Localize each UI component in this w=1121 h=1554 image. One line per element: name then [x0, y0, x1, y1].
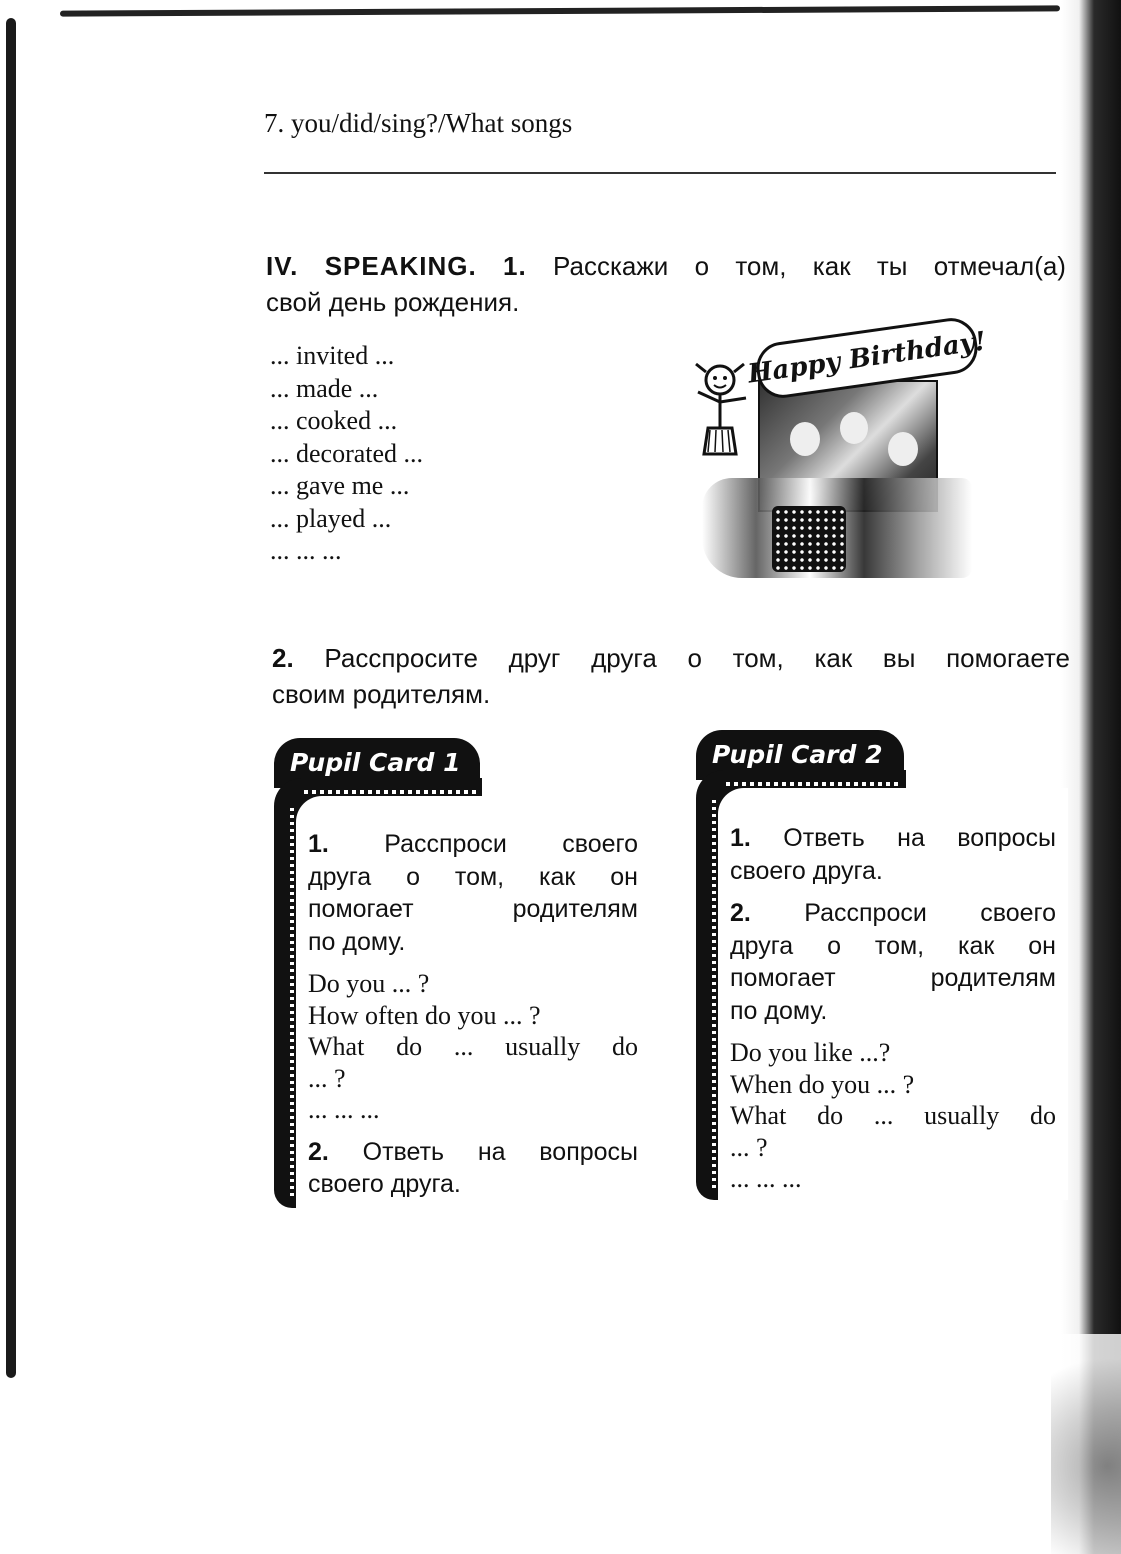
prompt-item: ... gave me ...	[270, 471, 410, 500]
perforation-top	[304, 790, 480, 794]
card-2-question-2: When do you ... ?	[730, 1069, 915, 1099]
card-1-item-2-line1: Ответь на вопросы	[362, 1137, 639, 1166]
card-2-item-1-line2: своего друга.	[730, 856, 883, 885]
card-1-question-2: How often do you ... ?	[308, 1000, 541, 1030]
task-2-instruction	[272, 640, 1070, 712]
card-1-item-1-line1: Расспроси своего	[384, 830, 638, 858]
exercise-7-prompt: 7. you/did/sing?/What songs	[264, 108, 573, 138]
scan-edge-left	[6, 18, 16, 1378]
card-2-item-1-number: 1.	[730, 824, 751, 852]
scan-corner-shadow	[1051, 1334, 1121, 1554]
card-2-item-2-number: 2.	[730, 899, 751, 927]
scan-edge-top	[60, 5, 1060, 16]
section-number: IV.	[266, 251, 299, 281]
prompt-item: ... cooked ...	[270, 406, 398, 435]
task-2-line2: своим родителям.	[272, 679, 491, 709]
pupil-card-1-title: Pupil Card 1	[274, 738, 480, 788]
card-1-question-3-line2: ... ?	[308, 1063, 346, 1093]
task-2-number: 2.	[272, 643, 294, 673]
perforation-top	[726, 782, 902, 786]
pupil-card-1	[274, 738, 674, 1208]
card-2-item-2-line3: помогает родителям	[730, 964, 1056, 992]
card-1-question-1: Do you ... ?	[308, 969, 430, 998]
card-1-question-3-line1: What do ... usually do	[308, 1032, 638, 1061]
prompt-item: ... ... ...	[270, 536, 342, 565]
card-2-item-2-line2: друга о том, как он	[730, 931, 1056, 960]
card-1-item-1-line3: помогает родителям	[308, 895, 638, 923]
section-title: SPEAKING.	[324, 251, 477, 281]
section-4-heading	[266, 248, 1066, 320]
card-2-question-3-line1: What do ... usually do	[730, 1101, 1056, 1130]
card-1-question-4: ... ... ...	[308, 1095, 380, 1124]
pupil-card-2	[696, 730, 1068, 1200]
prompt-list	[270, 340, 423, 568]
card-2-question-1: Do you like ...?	[730, 1038, 891, 1067]
prompt-item: ... made ...	[270, 373, 379, 403]
card-2-item-2-line4: по дому.	[730, 996, 828, 1025]
card-2-item-2-line1: Расспроси своего	[804, 899, 1056, 927]
perforation-left	[290, 808, 294, 1198]
task-1-text-line1: Расскажи о том, как ты отмечал(а)	[553, 251, 1066, 281]
card-1-item-2-number: 2.	[308, 1137, 329, 1166]
card-1-item-2-line2: своего друга.	[308, 1170, 461, 1198]
prompt-item: ... decorated ...	[270, 438, 424, 468]
gift-bag-icon	[772, 506, 846, 572]
perforation-left	[712, 800, 716, 1190]
task-2-line1: Расспросите друг друга о том, как вы помогаете	[324, 643, 1070, 673]
pupil-card-2-content	[730, 822, 1056, 1195]
card-1-item-1-line2: друга о том, как он	[308, 862, 638, 891]
happy-birthday-banner: Happy Birthday!	[753, 315, 981, 401]
task-1-number: 1.	[503, 251, 527, 281]
pupil-card-1-content	[308, 828, 638, 1201]
card-1-item-1-number: 1.	[308, 830, 329, 858]
prompt-item: ... played ...	[270, 503, 392, 533]
cartoon-girl-icon	[690, 358, 754, 468]
card-2-item-1-line1: Ответь на вопросы	[783, 824, 1056, 852]
card-2-question-4: ... ... ...	[730, 1164, 802, 1193]
card-1-item-1-line4: по дому.	[308, 927, 406, 956]
prompt-item: ... invited ...	[270, 341, 395, 370]
pupil-card-2-title: Pupil Card 2	[696, 730, 904, 780]
task-1-text-line2: свой день рождения.	[266, 287, 520, 317]
birthday-illustration	[672, 318, 988, 586]
scan-edge-right	[1061, 0, 1121, 1554]
answer-write-line[interactable]	[264, 172, 1056, 174]
card-2-question-3-line2: ... ?	[730, 1132, 768, 1162]
